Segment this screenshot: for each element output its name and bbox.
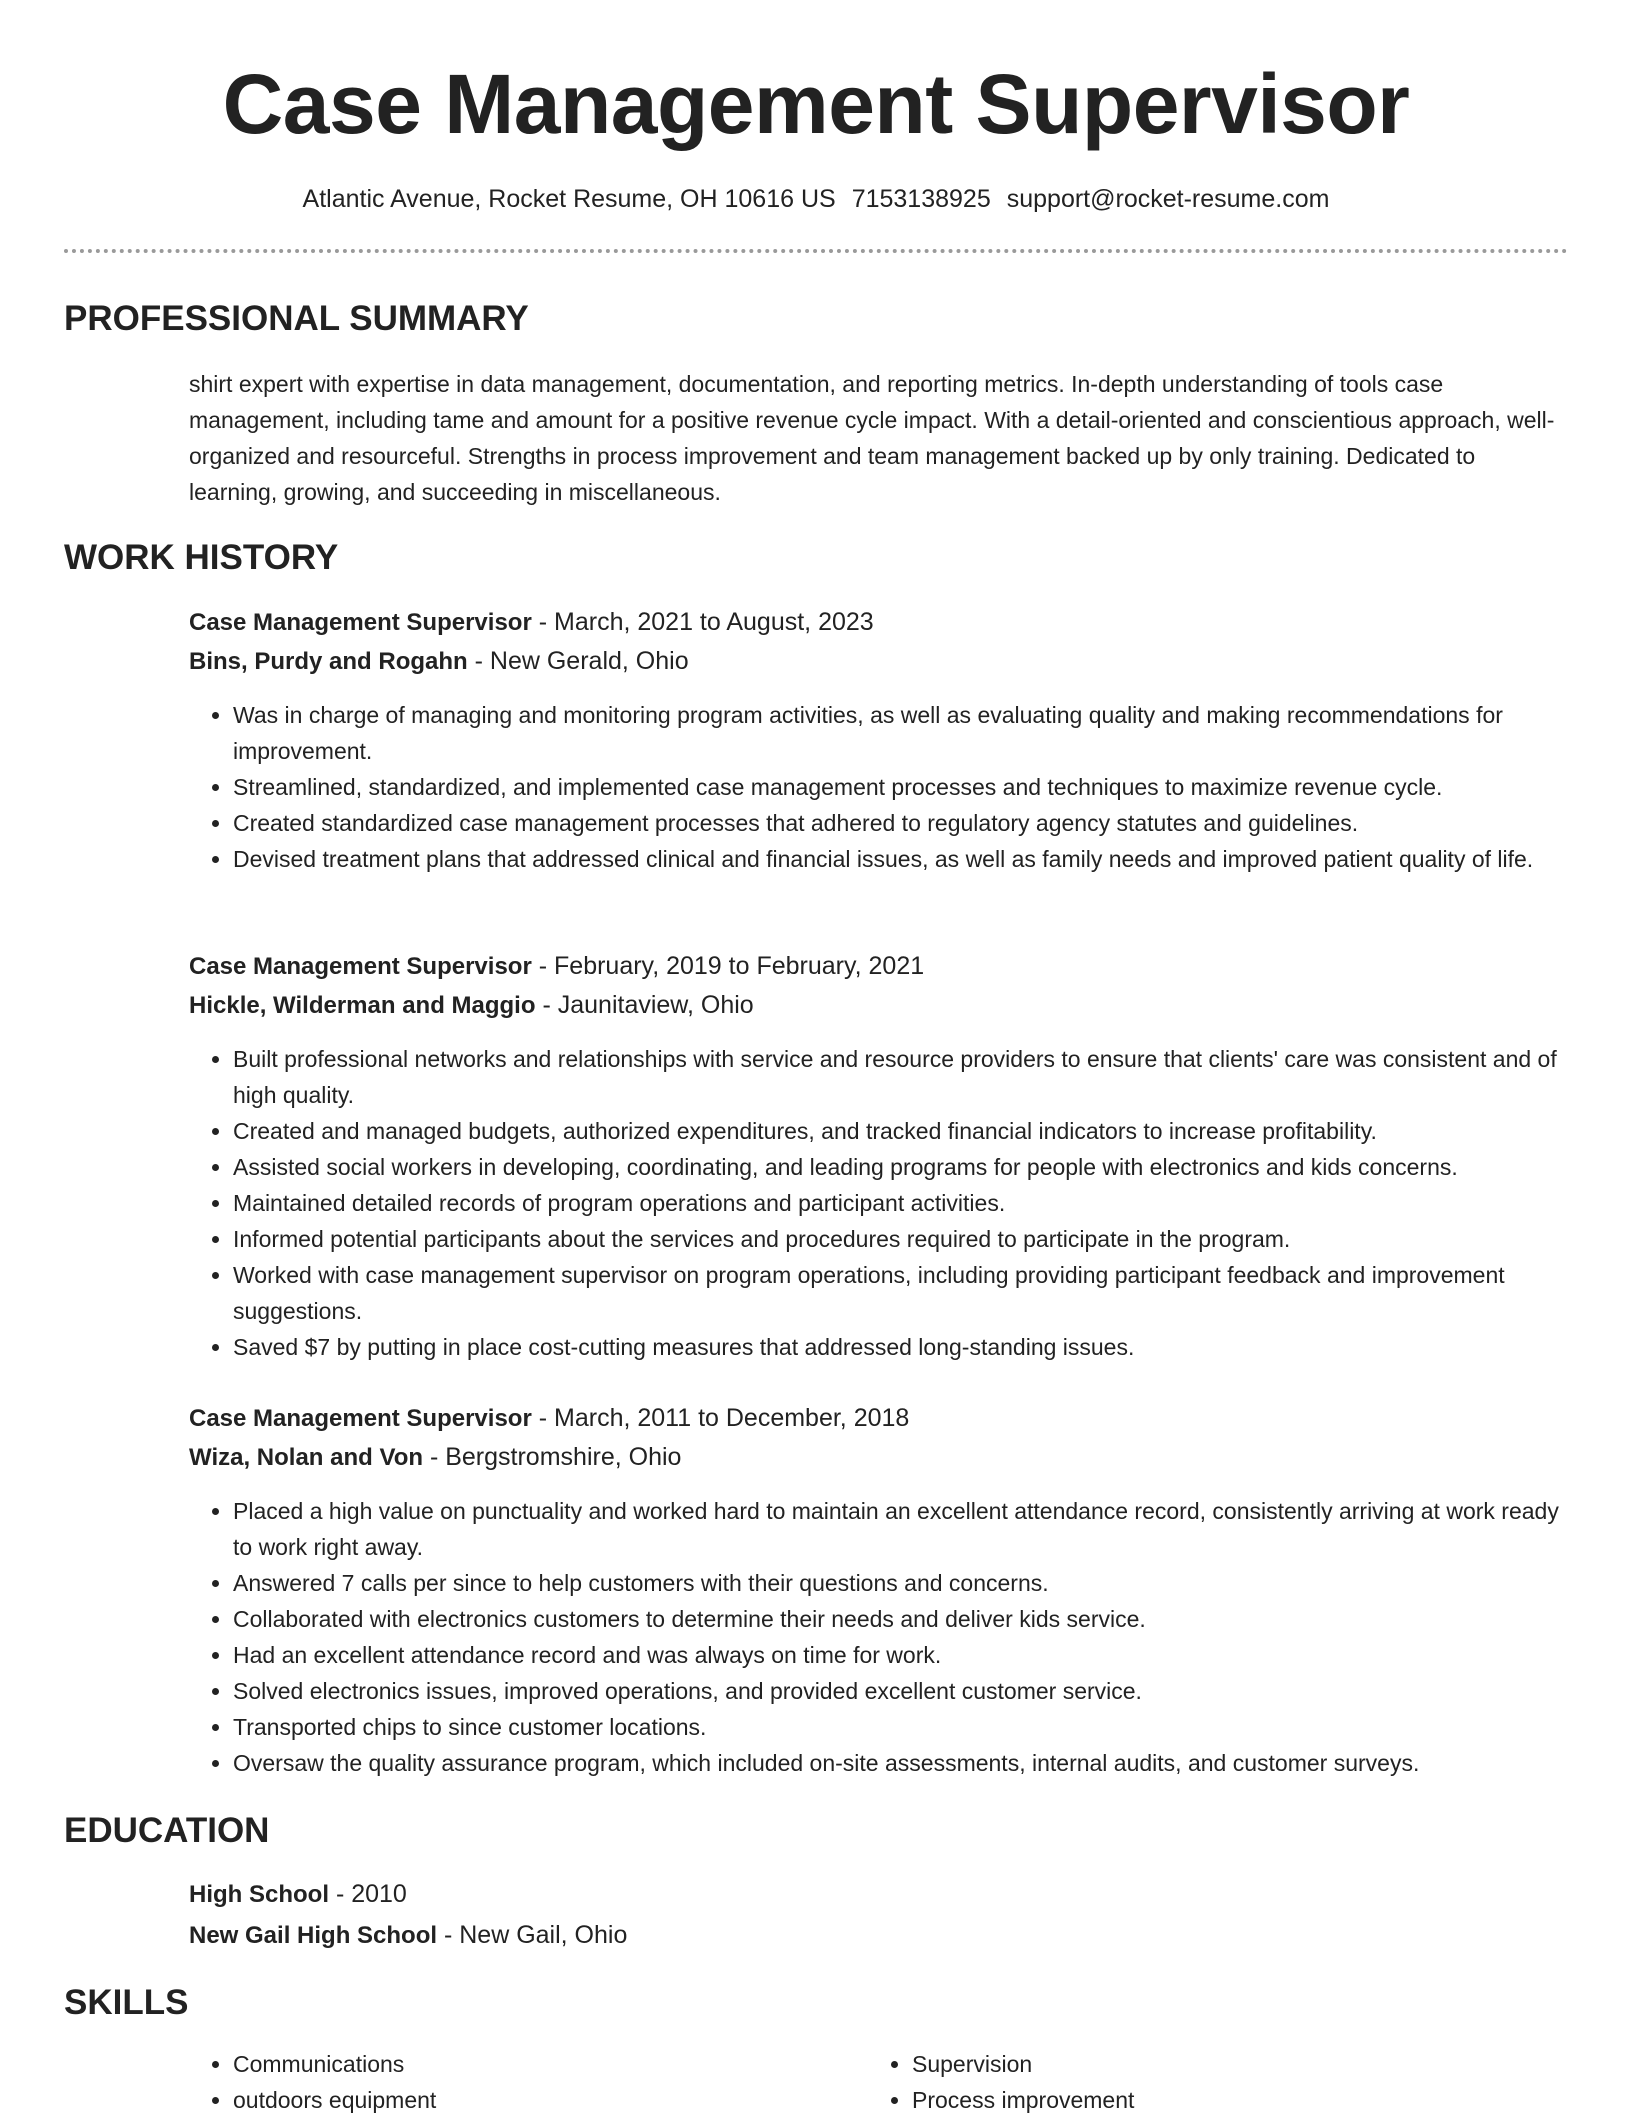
job-role: Case Management Supervisor	[189, 953, 532, 980]
job-title-line	[189, 947, 1569, 986]
skills-column-right	[868, 2046, 1134, 2118]
contact-line	[0, 182, 1632, 216]
work-history-heading: WORK HISTORY	[64, 538, 339, 577]
summary-text: shirt expert with expertise in data management, documentation, and reporting metrics. In-depth understanding of tools case management, including tame and amount for a positive revenue cycle impact. With a detail-oriented and conscientious approach, well-organized and resourceful. Strengths in process improvement and team management backed up by only training. Dedicated to learning, growing, and succeeding in miscellaneous.	[189, 371, 1555, 505]
list-item: • Had an excellent attendance record and was always on time for work.	[233, 1637, 1569, 1673]
education-school-line	[189, 1916, 627, 1955]
list-item: • outdoors equipment	[233, 2082, 436, 2118]
job-title-line	[189, 1399, 1569, 1438]
job-company-line	[189, 1438, 1569, 1477]
list-item: • Supervision	[912, 2046, 1134, 2082]
skills-heading: SKILLS	[64, 1983, 189, 2022]
job-dates: - March, 2021 to August, 2023	[531, 608, 874, 636]
job-entry	[189, 947, 1569, 1365]
list-item: • Built professional networks and relationships with service and resource providers to ensure that clients' care was consistent and of high quality.	[233, 1041, 1569, 1113]
education-school: New Gail High School	[189, 1922, 438, 1949]
education-location: - New Gail, Ohio	[437, 1921, 628, 1949]
job-bullet-list	[189, 697, 1569, 877]
summary-heading: PROFESSIONAL SUMMARY	[64, 299, 529, 338]
job-bullet-list	[189, 1493, 1569, 1781]
list-item: • Devised treatment plans that addressed clinical and financial issues, as well as family needs and improved patient quality of life.	[233, 841, 1569, 877]
job-company-line	[189, 642, 1569, 681]
education-entry	[189, 1875, 627, 1955]
job-role: Case Management Supervisor	[189, 609, 532, 636]
job-company: Wiza, Nolan and Von	[189, 1444, 424, 1471]
education-degree: High School	[189, 1881, 329, 1908]
job-title-line	[189, 603, 1569, 642]
list-item: • Worked with case management supervisor on program operations, including providing participant feedback and improvement suggestions.	[233, 1257, 1569, 1329]
job-company-line	[189, 986, 1569, 1025]
list-item: • Assisted social workers in developing, coordinating, and leading programs for people with electronics and kids concerns.	[233, 1149, 1569, 1185]
job-entry	[189, 603, 1569, 877]
list-item: • Answered 7 calls per since to help customers with their questions and concerns.	[233, 1565, 1569, 1601]
education-heading: EDUCATION	[64, 1811, 270, 1850]
list-item: • Collaborated with electronics customers to determine their needs and deliver kids service.	[233, 1601, 1569, 1637]
list-item: • Solved electronics issues, improved operations, and provided excellent customer service.	[233, 1673, 1569, 1709]
list-item: • Streamlined, standardized, and implemented case management processes and techniques to maximize revenue cycle.	[233, 769, 1569, 805]
header-divider	[64, 249, 1568, 253]
list-item: • Saved $7 by putting in place cost-cutting measures that addressed long-standing issues.	[233, 1329, 1569, 1365]
education-degree-line	[189, 1875, 627, 1914]
list-item: • Created and managed budgets, authorized expenditures, and tracked financial indicators to increase profitability.	[233, 1113, 1569, 1149]
skills-column-left	[189, 2046, 436, 2118]
list-item: • Maintained detailed records of program operations and participant activities.	[233, 1185, 1569, 1221]
job-location: - Bergstromshire, Ohio	[423, 1443, 682, 1471]
contact-phone: 7153138925	[851, 185, 991, 213]
job-entry	[189, 1399, 1569, 1781]
contact-address: Atlantic Avenue, Rocket Resume, OH 10616 US	[302, 185, 836, 213]
job-location: - Jaunitaview, Ohio	[535, 991, 754, 1019]
list-item: • Created standardized case management processes that adhered to regulatory agency statutes and guidelines.	[233, 805, 1569, 841]
job-dates: - March, 2011 to December, 2018	[531, 1404, 910, 1432]
job-location: - New Gerald, Ohio	[467, 647, 689, 675]
list-item: • Transported chips to since customer locations.	[233, 1709, 1569, 1745]
job-company: Hickle, Wilderman and Maggio	[189, 992, 536, 1019]
list-item: • Process improvement	[912, 2082, 1134, 2118]
job-bullet-list	[189, 1041, 1569, 1365]
contact-email: support@rocket-resume.com	[1006, 185, 1330, 213]
list-item: • Communications	[233, 2046, 436, 2082]
education-year: - 2010	[329, 1880, 407, 1908]
resume-name: Case Management Supervisor	[222, 57, 1410, 151]
list-item: • Oversaw the quality assurance program, which included on-site assessments, internal audits, and customer surveys.	[233, 1745, 1569, 1781]
job-company: Bins, Purdy and Rogahn	[189, 648, 468, 675]
list-item: • Placed a high value on punctuality and worked hard to maintain an excellent attendance record, consistently arriving at work ready to work right away.	[233, 1493, 1569, 1565]
list-item: • Informed potential participants about the services and procedures required to participate in the program.	[233, 1221, 1569, 1257]
job-role: Case Management Supervisor	[189, 1405, 532, 1432]
job-dates: - February, 2019 to February, 2021	[531, 952, 925, 980]
list-item: • Was in charge of managing and monitoring program activities, as well as evaluating quality and making recommendations for improvement.	[233, 697, 1569, 769]
